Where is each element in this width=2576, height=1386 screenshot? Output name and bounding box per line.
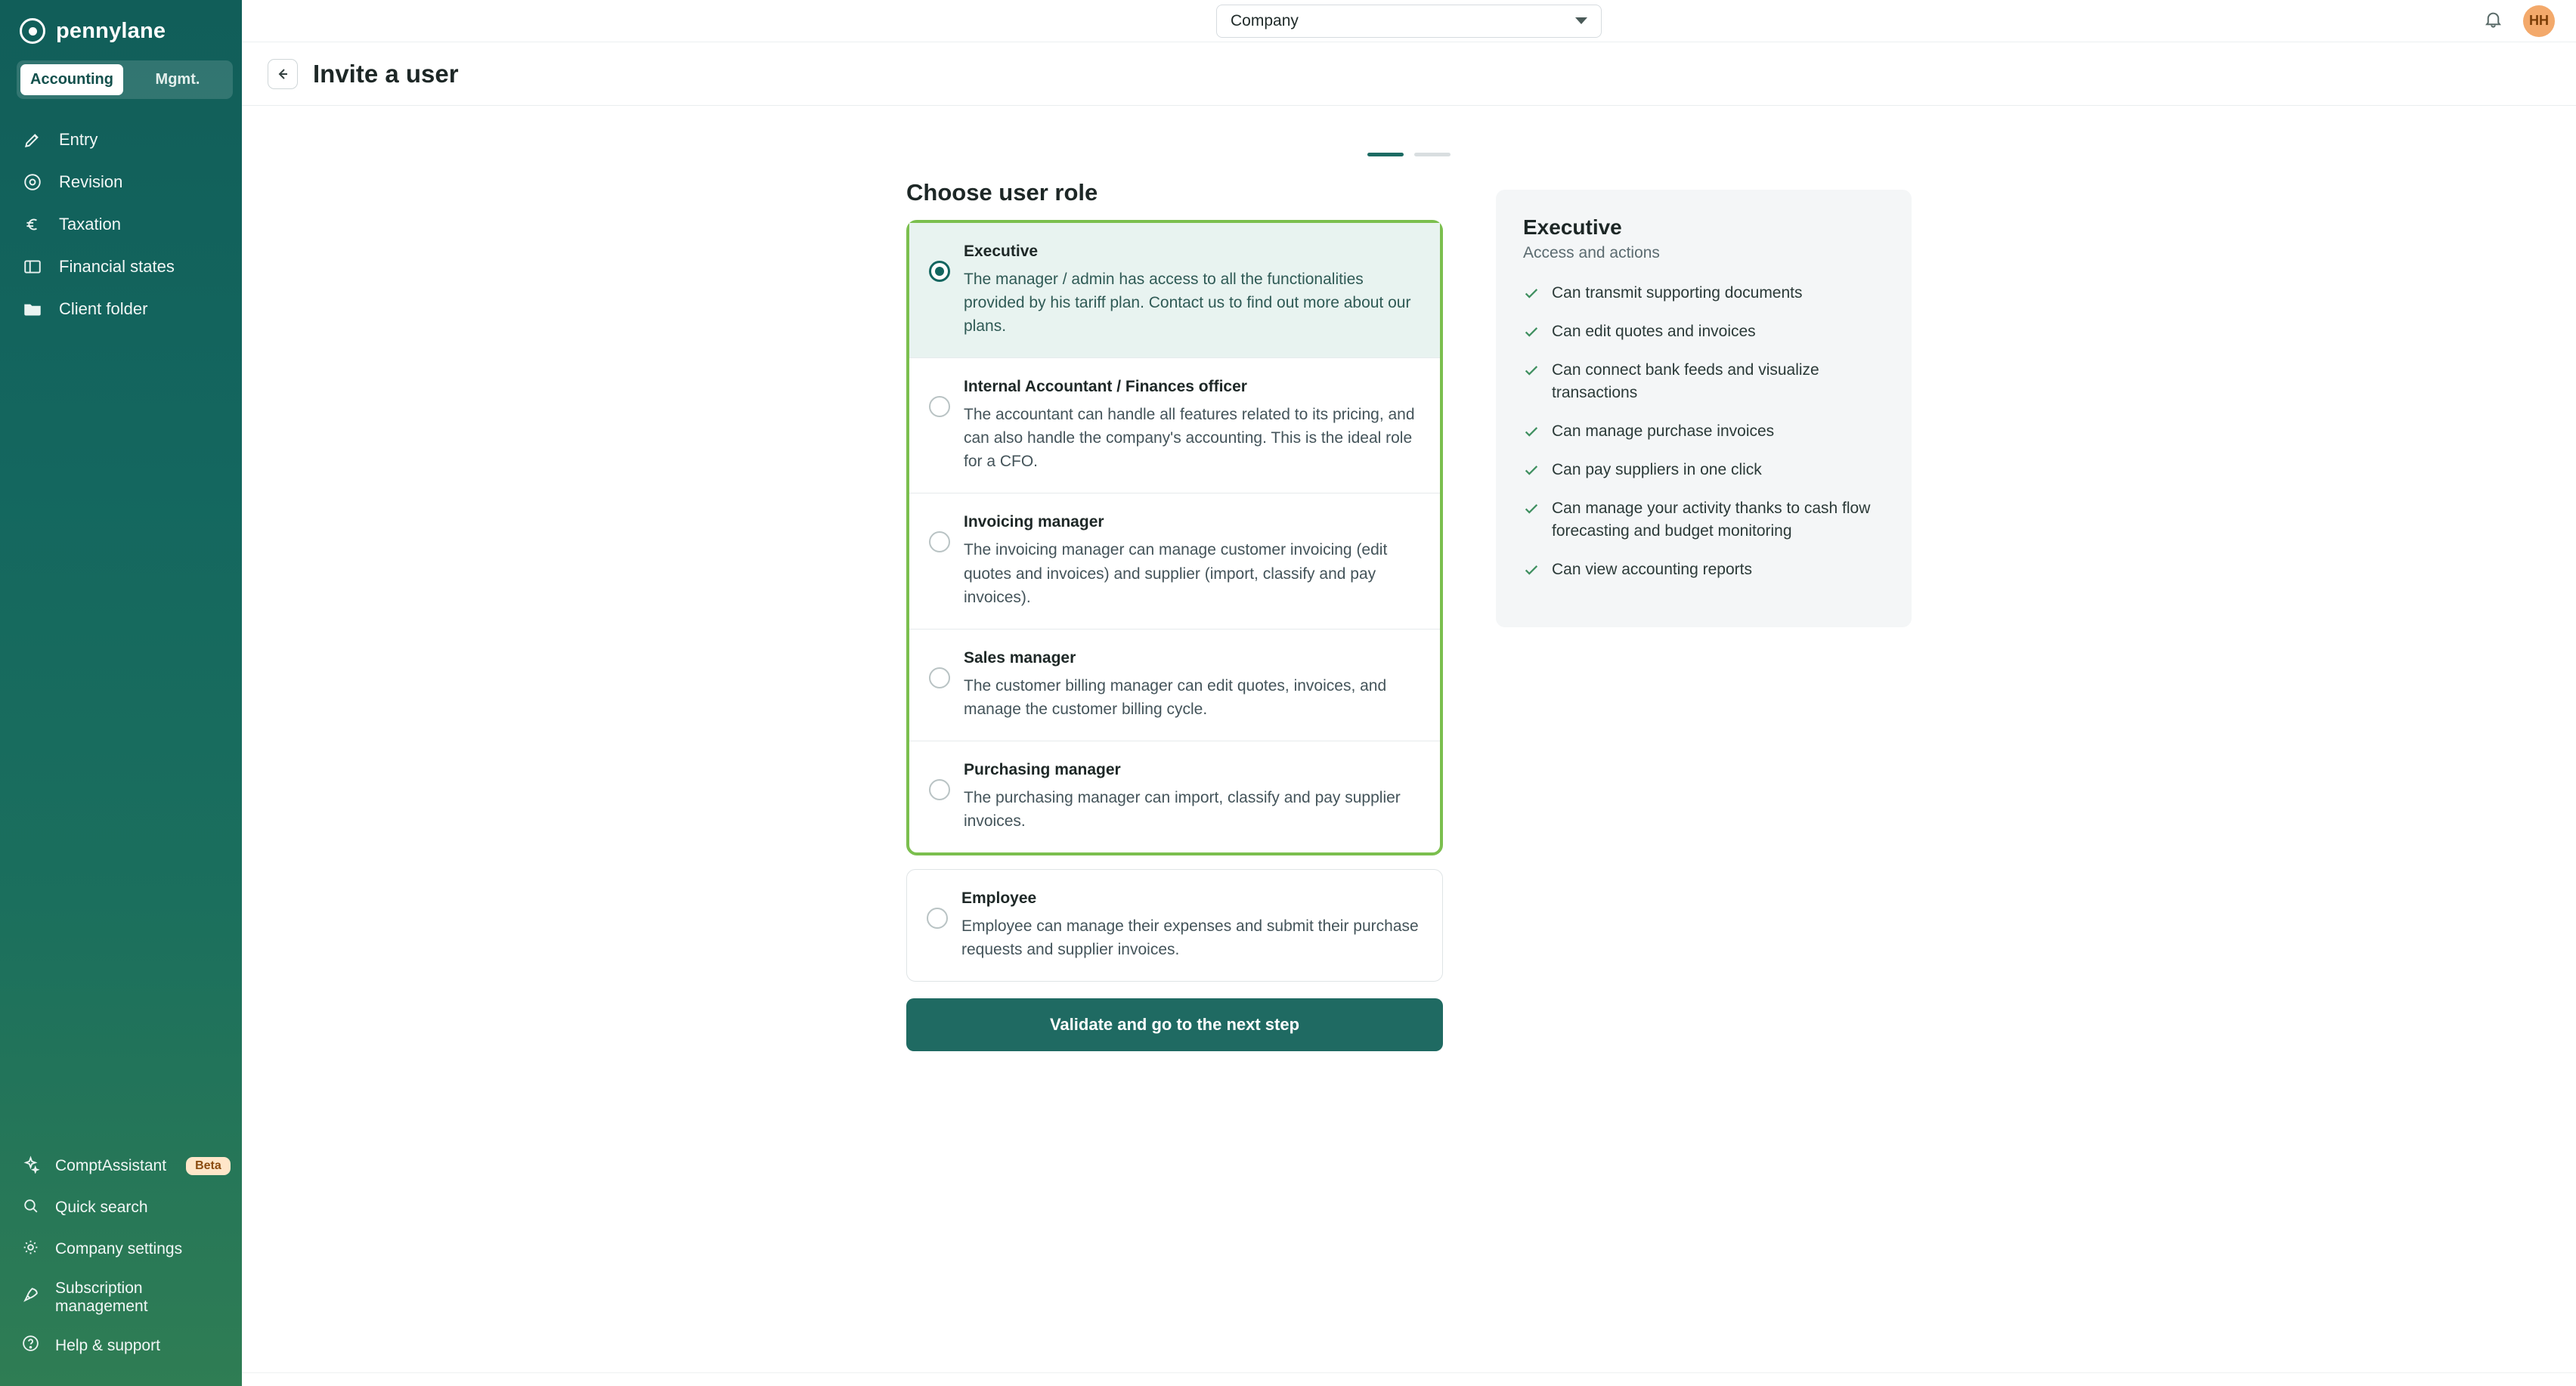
sidebar-item-label: ComptAssistant: [55, 1157, 167, 1175]
role-options-secondary: [906, 869, 1443, 982]
sidebar-item-comptassistant[interactable]: [0, 1146, 242, 1187]
role-description: The purchasing manager can import, classify and pay supplier invoices.: [964, 788, 1401, 830]
sidebar-item-entry[interactable]: [0, 119, 242, 161]
chevron-down-icon: [1575, 17, 1587, 24]
role-texts: [964, 243, 1419, 338]
beta-badge: Beta: [186, 1157, 231, 1175]
role-description: The manager / admin has access to all the functionalities provided by his tariff plan. Contact us to find out more about our plans.: [964, 271, 1411, 336]
content-columns: [242, 156, 2576, 1051]
brand[interactable]: [0, 8, 242, 50]
page-title: Invite a user: [313, 59, 459, 88]
search-icon: [21, 1196, 40, 1220]
workspace-tab-accounting[interactable]: Accounting: [20, 64, 123, 95]
role-name: Sales manager: [964, 648, 1076, 667]
role-option-executive[interactable]: [909, 223, 1440, 358]
target-icon: [21, 171, 44, 193]
info-item: [1523, 320, 1884, 344]
sidebar-item-label: Financial states: [59, 257, 175, 276]
pennylane-logo-icon: [20, 18, 45, 44]
euro-icon: [21, 213, 44, 236]
role-option-purchasing-manager[interactable]: [909, 741, 1440, 852]
company-select-value: Company: [1231, 11, 1299, 29]
radio-internal-accountant[interactable]: [929, 396, 950, 417]
sidebar-nav: [0, 119, 242, 330]
info-item-label: Can connect bank feeds and visualize transactions: [1552, 361, 1819, 402]
step-indicator-1: [1367, 153, 1404, 156]
check-icon: [1523, 323, 1540, 344]
role-info-panel: [1496, 190, 1912, 627]
top-bar-right: [2483, 5, 2555, 37]
sidebar-item-label: Help & support: [55, 1336, 160, 1354]
radio-executive[interactable]: [929, 261, 950, 282]
role-texts: [964, 649, 1419, 721]
info-item: [1523, 359, 1884, 405]
sidebar-item-label: Quick search: [55, 1199, 148, 1217]
radio-purchasing-manager[interactable]: [929, 779, 950, 800]
main-area: [242, 0, 2576, 1386]
sparkles-icon: [21, 1155, 40, 1178]
role-option-invoicing-manager[interactable]: [909, 493, 1440, 629]
back-button[interactable]: [268, 59, 298, 89]
sidebar-item-label: Subscription management: [55, 1279, 148, 1315]
info-panel-title: Executive: [1523, 215, 1622, 239]
info-item-label: Can manage purchase invoices: [1552, 422, 1775, 440]
sidebar-item-label: Taxation: [59, 215, 121, 234]
check-icon: [1523, 500, 1540, 521]
role-option-internal-accountant[interactable]: [909, 358, 1440, 493]
top-bar: [242, 0, 2576, 42]
info-item-label: Can manage your activity thanks to cash flow forecasting and budget monitoring: [1552, 499, 1871, 540]
role-name: Internal Accountant / Finances officer: [964, 378, 1247, 396]
sidebar-item-label: Revision: [59, 172, 123, 191]
info-item: [1523, 420, 1884, 444]
check-icon: [1523, 362, 1540, 382]
sidebar-item-taxation[interactable]: [0, 203, 242, 246]
info-column: [1496, 179, 1912, 1051]
brand-name: pennylane: [56, 18, 166, 43]
back-arrow-icon: [274, 65, 292, 83]
bell-icon[interactable]: [2483, 9, 2503, 33]
rocket-icon: [21, 1285, 40, 1309]
section-title: Choose user role: [906, 179, 1098, 206]
bottom-strip: [242, 1372, 2576, 1386]
avatar[interactable]: HH: [2523, 5, 2555, 37]
page-content: [242, 106, 2576, 1386]
role-description: The invoicing manager can manage customer invoicing (edit quotes and invoices) and supplier (import, classify and pay invoices).: [964, 541, 1388, 606]
role-description: Employee can manage their expenses and submit their purchase requests and supplier invoices.: [961, 917, 1419, 959]
stepper: [242, 106, 2576, 156]
role-name: Executive: [964, 243, 1039, 260]
role-description: The customer billing manager can edit quotes, invoices, and manage the customer billing cycle.: [964, 676, 1387, 718]
radio-employee[interactable]: [927, 908, 948, 929]
sidebar-bottom: [0, 1146, 242, 1386]
info-panel-subtitle: Access and actions: [1523, 244, 1660, 261]
role-texts: [961, 889, 1421, 961]
sidebar-item-client-folder[interactable]: [0, 288, 242, 330]
role-name: Invoicing manager: [964, 513, 1104, 531]
info-item: [1523, 497, 1884, 543]
radio-invoicing-manager[interactable]: [929, 531, 950, 552]
info-item-label: Can transmit supporting documents: [1552, 284, 1803, 302]
sidebar: [0, 0, 242, 1386]
sidebar-item-label: Company settings: [55, 1240, 183, 1258]
role-column: [906, 179, 1443, 1051]
sidebar-item-help-support[interactable]: [0, 1325, 242, 1366]
help-icon: [21, 1334, 40, 1357]
validate-next-step-button[interactable]: Validate and go to the next step: [906, 998, 1443, 1051]
info-item-label: Can edit quotes and invoices: [1552, 323, 1756, 340]
role-texts: [964, 513, 1419, 608]
pencil-icon: [21, 128, 44, 151]
page-header: [242, 42, 2576, 106]
info-item-label: Can view accounting reports: [1552, 560, 1752, 578]
role-name: Purchasing manager: [964, 760, 1121, 778]
sidebar-item-financial-states[interactable]: [0, 246, 242, 288]
role-description: The accountant can handle all features related to its pricing, and can also handle the company's accounting. This is the ideal role for a CFO.: [964, 406, 1415, 471]
check-icon: [1523, 285, 1540, 305]
gear-icon: [21, 1238, 40, 1261]
check-icon: [1523, 462, 1540, 482]
sidebar-item-quick-search[interactable]: [0, 1187, 242, 1229]
check-icon: [1523, 562, 1540, 582]
info-item: [1523, 282, 1884, 305]
sidebar-item-company-settings[interactable]: [0, 1229, 242, 1270]
folder-icon: [21, 298, 44, 320]
company-select[interactable]: [1216, 5, 1602, 38]
workspace-tab-mgmt[interactable]: Mgmt.: [155, 71, 200, 88]
role-option-employee[interactable]: [907, 870, 1442, 981]
info-item: [1523, 459, 1884, 482]
step-indicator-2: [1414, 153, 1451, 156]
radio-sales-manager[interactable]: [929, 667, 950, 688]
book-icon: [21, 255, 44, 278]
check-icon: [1523, 423, 1540, 444]
role-texts: [964, 761, 1419, 833]
role-options-group: [906, 220, 1443, 855]
role-name: Employee: [961, 889, 1037, 908]
sidebar-item-subscription-management[interactable]: [0, 1270, 242, 1325]
workspace-switcher[interactable]: [17, 60, 233, 99]
role-texts: [964, 378, 1419, 473]
sidebar-item-label: Entry: [59, 130, 98, 149]
role-option-sales-manager[interactable]: [909, 630, 1440, 741]
info-item: [1523, 558, 1884, 582]
sidebar-item-revision[interactable]: [0, 161, 242, 203]
sidebar-item-label: Client folder: [59, 299, 148, 318]
info-item-label: Can pay suppliers in one click: [1552, 460, 1762, 478]
